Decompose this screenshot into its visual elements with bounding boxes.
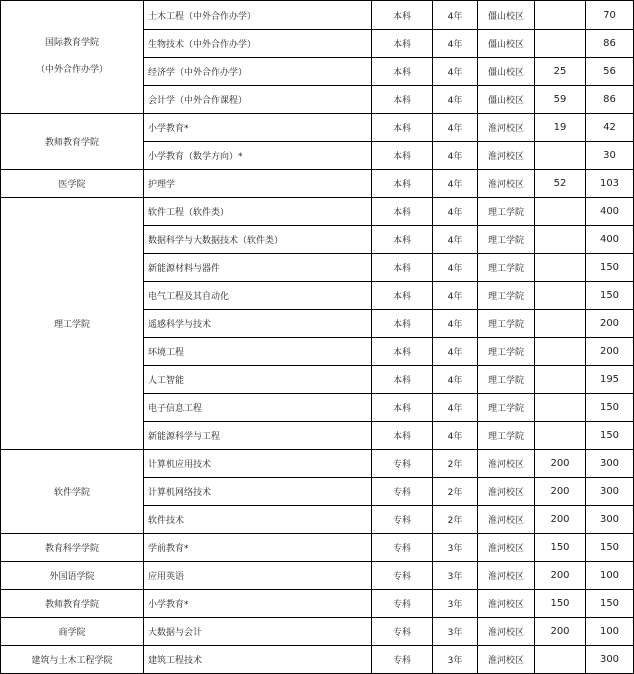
quota-cell-1: 200 <box>535 450 586 478</box>
table-row <box>1 562 634 590</box>
years-cell: 4年 <box>433 394 478 422</box>
years-cell: 4年 <box>433 170 478 198</box>
years-cell: 4年 <box>433 366 478 394</box>
level-cell: 专科 <box>372 506 433 534</box>
major-cell: 护理学 <box>144 170 372 198</box>
quota-cell-1: 200 <box>535 506 586 534</box>
college-name-line-2: （中外合作办学） <box>35 65 108 75</box>
level-cell: 本科 <box>372 58 433 86</box>
major-cell: 小学教育（数学方向）* <box>144 142 372 170</box>
campus-cell: 淮河校区 <box>478 618 535 646</box>
quota-cell-1 <box>535 310 586 338</box>
campus-cell: 僵山校区 <box>478 58 535 86</box>
campus-cell: 淮河校区 <box>478 590 535 618</box>
level-cell: 专科 <box>372 534 433 562</box>
college-cell: 软件学院 <box>1 450 144 534</box>
campus-cell: 理工学院 <box>478 282 535 310</box>
campus-cell: 僵山校区 <box>478 86 535 114</box>
campus-cell: 理工学院 <box>478 226 535 254</box>
major-cell: 土木工程（中外合作办学） <box>144 1 372 30</box>
table-row <box>1 646 634 674</box>
level-cell: 专科 <box>372 450 433 478</box>
years-cell: 3年 <box>433 590 478 618</box>
campus-cell: 理工学院 <box>478 198 535 226</box>
level-cell: 本科 <box>372 142 433 170</box>
years-cell: 4年 <box>433 58 478 86</box>
level-cell: 本科 <box>372 86 433 114</box>
campus-cell: 理工学院 <box>478 422 535 450</box>
years-cell: 4年 <box>433 198 478 226</box>
college-cell <box>1 1 144 114</box>
major-cell: 应用英语 <box>144 562 372 590</box>
major-cell: 新能源科学与工程 <box>144 422 372 450</box>
college-cell: 教师教育学院 <box>1 114 144 170</box>
level-cell: 本科 <box>372 366 433 394</box>
major-cell: 计算机网络技术 <box>144 478 372 506</box>
quota-cell-1 <box>535 366 586 394</box>
campus-cell: 理工学院 <box>478 394 535 422</box>
quota-cell-1 <box>535 338 586 366</box>
campus-cell: 淮河校区 <box>478 646 535 674</box>
years-cell: 4年 <box>433 338 478 366</box>
quota-cell-1: 59 <box>535 86 586 114</box>
level-cell: 本科 <box>372 1 433 30</box>
level-cell: 专科 <box>372 590 433 618</box>
major-cell: 数据科学与大数据技术（软件类） <box>144 226 372 254</box>
quota-cell-2: 103 <box>586 170 634 198</box>
campus-cell: 淮河校区 <box>478 142 535 170</box>
major-cell: 电子信息工程 <box>144 394 372 422</box>
quota-cell-2: 86 <box>586 86 634 114</box>
table-row <box>1 170 634 198</box>
major-cell: 学前教育* <box>144 534 372 562</box>
campus-cell: 淮河校区 <box>478 562 535 590</box>
quota-cell-2: 150 <box>586 394 634 422</box>
quota-cell-1 <box>535 226 586 254</box>
quota-cell-1 <box>535 30 586 58</box>
college-cell: 教育科学学院 <box>1 534 144 562</box>
quota-cell-1 <box>535 422 586 450</box>
table-body <box>1 1 634 674</box>
college-cell: 教师教育学院 <box>1 590 144 618</box>
level-cell: 本科 <box>372 254 433 282</box>
quota-cell-1 <box>535 254 586 282</box>
years-cell: 2年 <box>433 450 478 478</box>
quota-cell-2: 400 <box>586 226 634 254</box>
years-cell: 4年 <box>433 226 478 254</box>
campus-cell: 淮河校区 <box>478 506 535 534</box>
quota-cell-2: 400 <box>586 198 634 226</box>
quota-cell-2: 100 <box>586 562 634 590</box>
college-cell: 医学院 <box>1 170 144 198</box>
campus-cell: 淮河校区 <box>478 170 535 198</box>
campus-cell: 淮河校区 <box>478 114 535 142</box>
quota-cell-1 <box>535 646 586 674</box>
level-cell: 本科 <box>372 198 433 226</box>
years-cell: 4年 <box>433 282 478 310</box>
years-cell: 2年 <box>433 478 478 506</box>
table-row <box>1 534 634 562</box>
quota-cell-2: 200 <box>586 310 634 338</box>
quota-cell-2: 30 <box>586 142 634 170</box>
campus-cell: 淮河校区 <box>478 450 535 478</box>
years-cell: 4年 <box>433 114 478 142</box>
quota-cell-1: 19 <box>535 114 586 142</box>
quota-cell-2: 150 <box>586 590 634 618</box>
years-cell: 4年 <box>433 142 478 170</box>
college-cell: 理工学院 <box>1 198 144 450</box>
quota-cell-1 <box>535 1 586 30</box>
years-cell: 4年 <box>433 422 478 450</box>
major-cell: 软件技术 <box>144 506 372 534</box>
quota-cell-2: 150 <box>586 282 634 310</box>
major-cell: 计算机应用技术 <box>144 450 372 478</box>
level-cell: 专科 <box>372 618 433 646</box>
quota-cell-1 <box>535 142 586 170</box>
years-cell: 4年 <box>433 254 478 282</box>
quota-cell-2: 56 <box>586 58 634 86</box>
quota-cell-2: 70 <box>586 1 634 30</box>
table-row <box>1 114 634 142</box>
years-cell: 3年 <box>433 646 478 674</box>
quota-cell-1 <box>535 282 586 310</box>
major-cell: 环境工程 <box>144 338 372 366</box>
campus-cell: 淮河校区 <box>478 534 535 562</box>
table-row <box>1 618 634 646</box>
years-cell: 3年 <box>433 534 478 562</box>
quota-cell-2: 150 <box>586 422 634 450</box>
quota-cell-2: 300 <box>586 646 634 674</box>
quota-cell-1: 200 <box>535 562 586 590</box>
campus-cell: 僵山校区 <box>478 1 535 30</box>
major-cell: 新能源材料与器件 <box>144 254 372 282</box>
college-cell: 商学院 <box>1 618 144 646</box>
quota-cell-1: 25 <box>535 58 586 86</box>
table-row <box>1 450 634 478</box>
level-cell: 本科 <box>372 226 433 254</box>
major-cell: 小学教育* <box>144 114 372 142</box>
college-cell: 建筑与土木工程学院 <box>1 646 144 674</box>
quota-cell-1: 52 <box>535 170 586 198</box>
quota-cell-2: 150 <box>586 254 634 282</box>
years-cell: 3年 <box>433 618 478 646</box>
level-cell: 本科 <box>372 394 433 422</box>
level-cell: 专科 <box>372 478 433 506</box>
major-cell: 经济学（中外合作办学） <box>144 58 372 86</box>
quota-cell-1: 150 <box>535 534 586 562</box>
level-cell: 本科 <box>372 282 433 310</box>
campus-cell: 僵山校区 <box>478 30 535 58</box>
quota-cell-2: 300 <box>586 450 634 478</box>
table-row <box>1 590 634 618</box>
level-cell: 专科 <box>372 646 433 674</box>
years-cell: 4年 <box>433 30 478 58</box>
campus-cell: 理工学院 <box>478 254 535 282</box>
level-cell: 本科 <box>372 170 433 198</box>
college-name-line-1: 国际教育学院 <box>44 38 99 48</box>
level-cell: 本科 <box>372 338 433 366</box>
level-cell: 本科 <box>372 30 433 58</box>
major-cell: 大数据与会计 <box>144 618 372 646</box>
level-cell: 本科 <box>372 310 433 338</box>
quota-cell-1 <box>535 198 586 226</box>
quota-cell-1: 150 <box>535 590 586 618</box>
years-cell: 4年 <box>433 1 478 30</box>
college-cell: 外国语学院 <box>1 562 144 590</box>
quota-cell-2: 300 <box>586 506 634 534</box>
quota-cell-1: 200 <box>535 618 586 646</box>
quota-cell-2: 195 <box>586 366 634 394</box>
years-cell: 2年 <box>433 506 478 534</box>
quota-cell-2: 200 <box>586 338 634 366</box>
major-cell: 电气工程及其自动化 <box>144 282 372 310</box>
major-cell: 人工智能 <box>144 366 372 394</box>
major-cell: 会计学（中外合作课程） <box>144 86 372 114</box>
level-cell: 本科 <box>372 114 433 142</box>
quota-cell-2: 100 <box>586 618 634 646</box>
major-cell: 建筑工程技术 <box>144 646 372 674</box>
quota-cell-1: 200 <box>535 478 586 506</box>
years-cell: 4年 <box>433 86 478 114</box>
quota-cell-2: 150 <box>586 534 634 562</box>
table-row <box>1 198 634 226</box>
quota-cell-2: 42 <box>586 114 634 142</box>
quota-cell-1 <box>535 394 586 422</box>
major-cell: 小学教育* <box>144 590 372 618</box>
campus-cell: 理工学院 <box>478 366 535 394</box>
campus-cell: 理工学院 <box>478 338 535 366</box>
major-cell: 生物技术（中外合作办学） <box>144 30 372 58</box>
level-cell: 专科 <box>372 562 433 590</box>
campus-cell: 淮河校区 <box>478 478 535 506</box>
years-cell: 3年 <box>433 562 478 590</box>
quota-cell-2: 300 <box>586 478 634 506</box>
quota-cell-2: 86 <box>586 30 634 58</box>
level-cell: 本科 <box>372 422 433 450</box>
major-cell: 软件工程（软件类） <box>144 198 372 226</box>
major-cell: 遥感科学与技术 <box>144 310 372 338</box>
years-cell: 4年 <box>433 310 478 338</box>
table-row <box>1 1 634 30</box>
campus-cell: 理工学院 <box>478 310 535 338</box>
